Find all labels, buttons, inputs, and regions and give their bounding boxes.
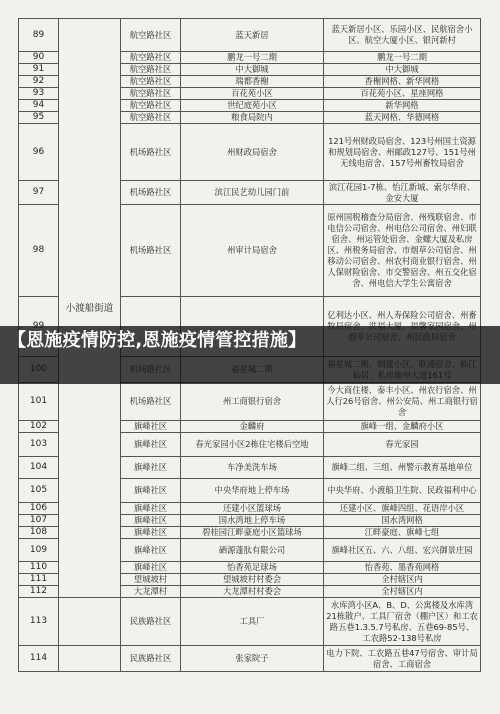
scope-cell: 春光家园 — [324, 433, 481, 457]
row-number: 111 — [19, 574, 59, 586]
row-number: 95 — [19, 112, 59, 124]
location-cell: 工具厂 — [181, 598, 324, 646]
community-cell: 机场路社区 — [121, 181, 181, 205]
scope-cell: 121号州财政局宿舍、123号州国土资源和规划局宿舍、州邮政127号、151号州无线电宿舍、157号州畜牧局宿舍 — [324, 124, 481, 181]
location-cell: 中大御城 — [181, 64, 324, 76]
scope-cell: 全村辖区内 — [324, 574, 481, 586]
scope-cell: 蓝天新居小区、乐园小区、民航宿舍小区、航空大厦小区、银河新村 — [324, 19, 481, 52]
community-cell: 旗峰社区 — [121, 539, 181, 562]
community-cell: 民族路社区 — [121, 598, 181, 646]
community-cell: 航空路社区 — [121, 19, 181, 52]
scope-cell: 旗峰社区五、六、八组、宏兴御景庄园 — [324, 539, 481, 562]
scope-cell: 旗峰一组、金麟府小区 — [324, 421, 481, 433]
community-cell: 旗峰社区 — [121, 562, 181, 574]
street-name-cell-empty — [59, 598, 121, 646]
row-number: 110 — [19, 562, 59, 574]
row-number: 113 — [19, 598, 59, 646]
community-cell: 机场路社区 — [121, 205, 181, 297]
location-cell: 张家院子 — [181, 646, 324, 672]
community-cell: 航空路社区 — [121, 64, 181, 76]
community-cell: 航空路社区 — [121, 76, 181, 88]
row-number: 108 — [19, 527, 59, 539]
location-cell: 还建小区篮球场 — [181, 503, 324, 515]
community-cell: 航空路社区 — [121, 100, 181, 112]
location-cell: 州工商银行宿舍 — [181, 383, 324, 421]
scope-cell: 全村辖区内 — [324, 586, 481, 598]
scope-cell: 蓝天网格、华德网格 — [324, 112, 481, 124]
row-number: 94 — [19, 100, 59, 112]
location-cell: 碧桂园江畔豪庭小区篮球场 — [181, 527, 324, 539]
community-cell: 旗峰社区 — [121, 421, 181, 433]
location-cell: 蓝天新居 — [181, 19, 324, 52]
scope-cell: 中央华府、小渡船卫生院、民政福利中心 — [324, 479, 481, 503]
location-cell: 滨江民艺幼儿园门前 — [181, 181, 324, 205]
community-cell: 航空路社区 — [121, 112, 181, 124]
row-number: 90 — [19, 52, 59, 64]
scope-cell: 水库湾小区A、B、D、公寓楼及水库湾21栋散户、工具厂宿舍（棚户区）和工农路五巷1.3.5.7号私房、五巷69-85号、工农路52-138号私房 — [324, 598, 481, 646]
community-cell: 航空路社区 — [121, 52, 181, 64]
community-cell: 旗峰社区 — [121, 433, 181, 457]
row-number: 105 — [19, 479, 59, 503]
scope-cell: 原州国税稽查分局宿舍、州残联宿舍、市电信公司宿舍、州电信公司宿舍、州妇联宿舍、州运管处宿舍、金螺大厦及私房区、州税务局宿舍、市烟草公司宿舍、州移动公司宿舍、州农村商业银行宿舍、州人保财险宿舍、市交警宿舍、州五交化宿舍、州电信大学生公寓宿舍 — [324, 205, 481, 297]
scope-cell: 亿利达小区、州人寿保险公司宿舍、州畜 — [324, 297, 481, 357]
row-number: 106 — [19, 503, 59, 515]
scope-cell: 滨江花园1-7栋、怡江新城、索尔华府、金安大厦 — [324, 181, 481, 205]
community-cell: 大龙潭村 — [121, 586, 181, 598]
scope-cell: 百花苑小区、星座网格 — [324, 88, 481, 100]
street-name-cell: 小渡船街道 — [59, 19, 121, 598]
location-cell: 车净美洗车场 — [181, 457, 324, 479]
row-number: 104 — [19, 457, 59, 479]
community-cell: 旗峰社区 — [121, 527, 181, 539]
row-number: 102 — [19, 421, 59, 433]
location-cell: 鹏龙一号二期 — [181, 52, 324, 64]
scope-cell: 旗峰二组、三组、州警示教育基地单位 — [324, 457, 481, 479]
location-cell: 金麟府 — [181, 421, 324, 433]
community-cell: 旗峰社区 — [121, 515, 181, 527]
location-cell: 世纪庭苑小区 — [181, 100, 324, 112]
location-cell: 百花苑小区 — [181, 88, 324, 100]
row-number: 101 — [19, 383, 59, 421]
table-row — [19, 598, 481, 646]
scope-cell: 怡香苑、墨香苑网格 — [324, 562, 481, 574]
scope-cell: 香榭网格、新华网格 — [324, 76, 481, 88]
location-cell: 硒源蓬肽有限公司 — [181, 539, 324, 562]
location-cell: 中央华府地上停车场 — [181, 479, 324, 503]
community-cell: 机场路社区 — [121, 383, 181, 421]
location-cell: 国水湾地上停车场 — [181, 515, 324, 527]
community-cell: 航空路社区 — [121, 88, 181, 100]
scope-cell: 鹏龙一号二期 — [324, 52, 481, 64]
scope-cell: 江畔豪庭、旗峰七组 — [324, 527, 481, 539]
location-cell: 大龙潭村村委会 — [181, 586, 324, 598]
community-cell: 旗峰社区 — [121, 479, 181, 503]
community-cell: 望城坡村 — [121, 574, 181, 586]
row-number: 98 — [19, 205, 59, 297]
overlay-title: 【恩施疫情防控,恩施疫情管控措施】 — [8, 330, 307, 351]
community-cell: 民族路社区 — [121, 646, 181, 672]
row-number: 96 — [19, 124, 59, 181]
location-cell: 瑞都香榭 — [181, 76, 324, 88]
row-number: 114 — [19, 646, 59, 672]
community-cell: 机场路社区 — [121, 124, 181, 181]
row-number: 89 — [19, 19, 59, 52]
row-number: 109 — [19, 539, 59, 562]
scope-cell: 今大商住楼、泰丰小区、州农行宿舍、州人行26号宿舍、州公安局、州工商银行宿舍 — [324, 383, 481, 421]
row-number: 107 — [19, 515, 59, 527]
scope-cell: 还建小区、旗峰四组、花语岸小区 — [324, 503, 481, 515]
location-cell: 州审计局宿舍 — [181, 205, 324, 297]
location-cell: 粮食局院内 — [181, 112, 324, 124]
street-name-cell-empty — [59, 646, 121, 672]
scope-cell: 新华网格 — [324, 100, 481, 112]
table-row — [19, 19, 481, 52]
table-row — [19, 646, 481, 672]
scope-cell: 中大御城 — [324, 64, 481, 76]
row-number: 97 — [19, 181, 59, 205]
location-cell: 州财政局宿舍 — [181, 124, 324, 181]
scope-cell: 电力下院、工农路五巷47号宿舍、审计局宿舍、工商宿舍 — [324, 646, 481, 672]
scope-cell: 国水湾网格 — [324, 515, 481, 527]
row-number: 93 — [19, 88, 59, 100]
row-number: 91 — [19, 64, 59, 76]
location-cell: 春光家园小区2栋住宅楼后空地 — [181, 433, 324, 457]
community-cell: 旗峰社区 — [121, 457, 181, 479]
community-cell: 旗峰社区 — [121, 503, 181, 515]
row-number: 112 — [19, 586, 59, 598]
row-number: 103 — [19, 433, 59, 457]
row-number: 92 — [19, 76, 59, 88]
location-cell: 怡香苑足球场 — [181, 562, 324, 574]
location-cell: 望城坡村村委会 — [181, 574, 324, 586]
